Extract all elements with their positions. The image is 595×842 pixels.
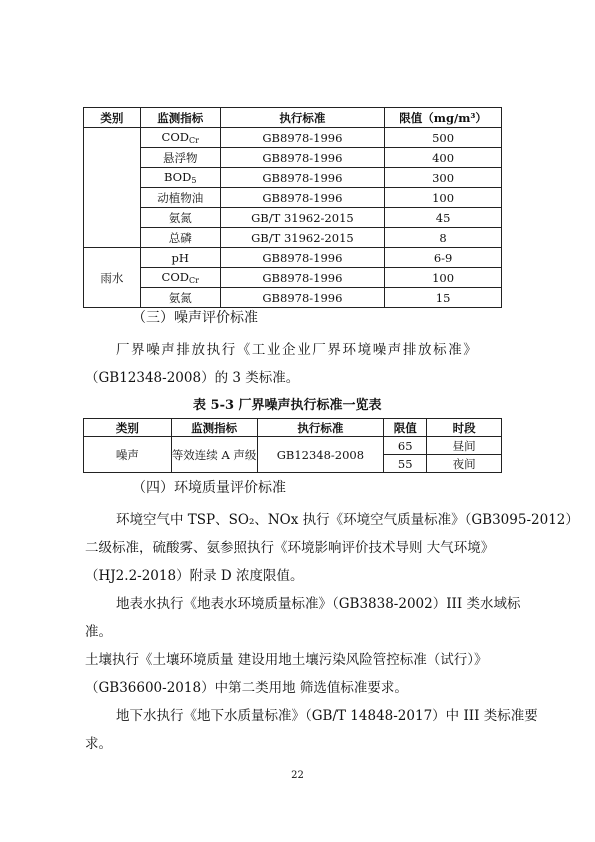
standard-cell: GB8978-1996 <box>220 288 385 308</box>
header-limit: 限值 <box>384 419 427 437</box>
standard-cell: GB/T 31962-2015 <box>220 228 385 248</box>
indicator-cell: $COD_{Cr}$ <box>140 128 220 148</box>
indicator-cell: 等效连续 A 声级 <box>171 437 257 473</box>
limit-cell: 45 <box>385 208 502 228</box>
indicator-cell: 氨氮 <box>140 208 220 228</box>
table-row <box>84 188 502 208</box>
period-cell: 夜间 <box>427 455 502 473</box>
category-cell: 雨水 <box>84 248 141 308</box>
paragraph-air-line1: 环境空气中 TSP、SO₂、NOx 执行《环境空气质量标准》（GB3095-2012） <box>116 512 579 528</box>
table-header-row <box>84 108 502 128</box>
standard-cell: GB8978-1996 <box>220 148 385 168</box>
indicator-cell: $COD_{Cr}$ <box>140 268 220 288</box>
indicator-cell: $BOD_5$ <box>140 168 220 188</box>
limit-cell: 65 <box>384 437 427 455</box>
header-standard: 执行标准 <box>257 419 384 437</box>
limit-cell: 8 <box>385 228 502 248</box>
standard-cell: GB8978-1996 <box>220 168 385 188</box>
paragraph-soil-line2: （GB36600-2018）中第二类用地 筛选值标准要求。 <box>85 680 408 696</box>
table-row <box>84 248 502 268</box>
table-row <box>84 128 502 148</box>
header-standard: 执行标准 <box>220 108 385 128</box>
table-row <box>84 208 502 228</box>
header-limit: 限值（mg/m³） <box>385 108 502 128</box>
section-heading-noise: （三）噪声评价标准 <box>132 310 258 326</box>
standard-cell: GB12348-2008 <box>257 437 384 473</box>
standard-cell: GB8978-1996 <box>220 268 385 288</box>
header-indicator: 监测指标 <box>140 108 220 128</box>
table-header-row <box>84 419 502 437</box>
limit-cell: 400 <box>385 148 502 168</box>
table-caption: 表 5-3 厂界噪声执行标准一览表 <box>193 398 382 413</box>
standard-cell: GB8978-1996 <box>220 188 385 208</box>
header-category: 类别 <box>84 108 141 128</box>
paragraph-noise-line2: （GB12348-2008）的 3 类标准。 <box>85 370 300 386</box>
paragraph-noise-line1: 厂界噪声排放执行《工业企业厂界环境噪声排放标准》 <box>116 342 479 358</box>
indicator-cell: 动植物油 <box>140 188 220 208</box>
paragraph-surface-line1: 地表水执行《地表水环境质量标准》（GB3838-2002）III 类水域标 <box>116 596 521 612</box>
section-heading-environment: （四）环境质量评价标准 <box>132 480 286 496</box>
paragraph-groundwater-line1: 地下水执行《地下水质量标准》（GB/T 14848-2017）中 III 类标准要 <box>116 708 538 724</box>
period-cell: 昼间 <box>427 437 502 455</box>
table-row <box>84 148 502 168</box>
discharge-standards-table <box>83 107 502 308</box>
table-row <box>84 288 502 308</box>
limit-cell: 100 <box>385 268 502 288</box>
paragraph-air-line2: 二级标准，硫酸雾、氨参照执行《环境影响评价技术导则 大气环境》 <box>85 540 495 556</box>
noise-standards-table <box>83 418 502 473</box>
limit-cell: 55 <box>384 455 427 473</box>
page-number: 22 <box>291 770 304 781</box>
limit-cell: 6-9 <box>385 248 502 268</box>
header-period: 时段 <box>427 419 502 437</box>
limit-cell: 300 <box>385 168 502 188</box>
limit-cell: 500 <box>385 128 502 148</box>
standard-cell: GB8978-1996 <box>220 128 385 148</box>
standard-cell: GB8978-1996 <box>220 248 385 268</box>
indicator-cell: 悬浮物 <box>140 148 220 168</box>
table-row <box>84 268 502 288</box>
limit-cell: 15 <box>385 288 502 308</box>
paragraph-surface-line2: 准。 <box>85 624 112 640</box>
standard-cell: GB/T 31962-2015 <box>220 208 385 228</box>
table-row <box>84 228 502 248</box>
paragraph-air-line3: （HJ2.2-2018）附录 D 浓度限值。 <box>85 568 304 584</box>
limit-cell: 100 <box>385 188 502 208</box>
indicator-cell: pH <box>140 248 220 268</box>
paragraph-soil-line1: 土壤执行《土壤环境质量 建设用地土壤污染风险管控标准（试行）》 <box>85 652 488 668</box>
header-category: 类别 <box>84 419 172 437</box>
indicator-cell: 氨氮 <box>140 288 220 308</box>
category-cell: 噪声 <box>84 437 172 473</box>
category-cell <box>84 128 141 248</box>
indicator-cell: 总磷 <box>140 228 220 248</box>
header-indicator: 监测指标 <box>171 419 257 437</box>
table-row <box>84 437 502 455</box>
table-row <box>84 168 502 188</box>
paragraph-groundwater-line2: 求。 <box>85 736 112 752</box>
